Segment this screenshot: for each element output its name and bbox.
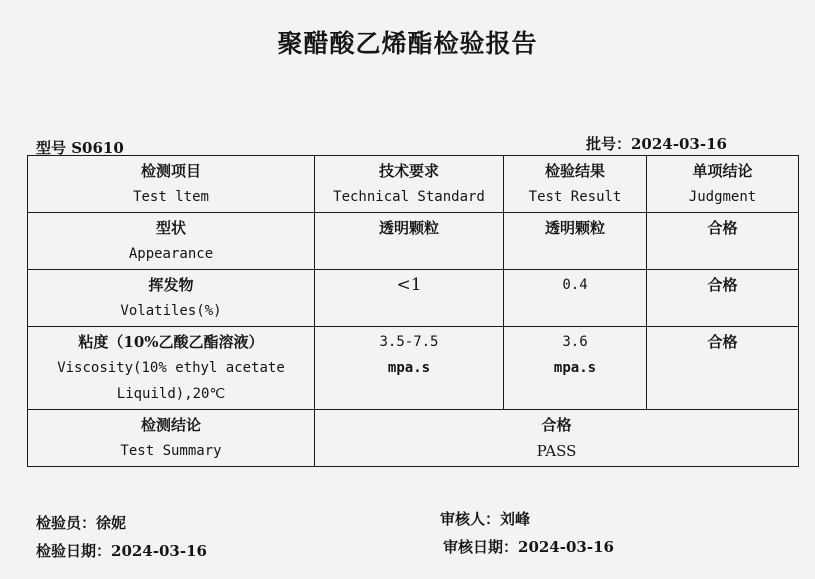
header-judgment-zh: 单项结论 (692, 162, 753, 180)
header-test-result-en: Test Result (528, 189, 622, 205)
row-appearance-judgment (647, 213, 799, 270)
item-label-zh: 型状 (155, 219, 186, 237)
row-viscosity-item (28, 327, 315, 410)
summary-value-zh: 合格 (541, 416, 572, 434)
inspection-date: 检验日期：2024-03-16 (36, 542, 207, 560)
item-label-zh: 粘度（10%乙酸乙酯溶液） (78, 333, 264, 351)
review-date: 审核日期：2024-03-16 (443, 538, 614, 556)
standard-unit: mpa.s (387, 360, 431, 376)
summary-label-en: Test Summary (120, 443, 222, 459)
row-appearance-item (28, 213, 315, 270)
row-appearance-standard (315, 213, 504, 270)
result-value: 3.6 (562, 334, 588, 350)
header-technical-standard (315, 156, 504, 213)
row-volatiles-item (28, 270, 315, 327)
row-volatiles-judgment (647, 270, 799, 327)
item-label-en: Viscosity(10% ethyl acetate (57, 360, 285, 376)
table-row (28, 213, 799, 270)
row-viscosity-result (504, 327, 647, 410)
summary-label (28, 410, 315, 467)
standard-value: 透明颗粒 (378, 219, 439, 237)
table-row (28, 270, 799, 327)
inspector: 检验员：徐妮 (36, 514, 127, 532)
row-volatiles-standard (315, 270, 504, 327)
item-label-zh: 挥发物 (148, 276, 194, 294)
item-label-en: Appearance (128, 246, 214, 262)
item-label-en: Volatiles(%) (120, 303, 222, 319)
row-volatiles-result (504, 270, 647, 327)
header-technical-standard-en: Technical Standard (333, 189, 485, 205)
summary-value-en: PASS (536, 442, 577, 460)
item-label-en-line2: Liquild),20℃ (116, 386, 226, 402)
result-value: 透明颗粒 (544, 219, 605, 237)
judgment-value: 合格 (707, 333, 738, 351)
header-test-item-zh: 检测项目 (140, 162, 201, 180)
standard-value: 3.5-7.5 (379, 334, 439, 350)
judgment-value: 合格 (707, 276, 738, 294)
header-technical-standard-zh: 技术要求 (378, 162, 439, 180)
reviewer: 审核人：刘峰 (440, 510, 531, 528)
row-viscosity-judgment (647, 327, 799, 410)
header-test-result (504, 156, 647, 213)
table-header-row (28, 156, 799, 213)
header-judgment (647, 156, 799, 213)
judgment-value: 合格 (707, 219, 738, 237)
row-appearance-result (504, 213, 647, 270)
report-table (27, 155, 799, 467)
model-number: 型号 S0610 (36, 139, 124, 157)
header-test-item-en: Test ltem (133, 189, 209, 205)
batch-number: 批号：2024-03-16 (586, 135, 727, 153)
report-title: 聚醋酸乙烯酯检验报告 (277, 29, 538, 58)
row-viscosity-standard (315, 327, 504, 410)
summary-row (28, 410, 799, 467)
summary-value (315, 410, 799, 467)
header-test-result-zh: 检验结果 (544, 162, 605, 180)
standard-value: <1 (396, 275, 422, 295)
header-judgment-en: Judgment (688, 189, 757, 205)
table-row (28, 327, 799, 410)
result-unit: mpa.s (553, 360, 597, 376)
summary-label-zh: 检测结论 (140, 416, 201, 434)
header-test-item (28, 156, 315, 213)
result-value: 0.4 (562, 277, 588, 293)
